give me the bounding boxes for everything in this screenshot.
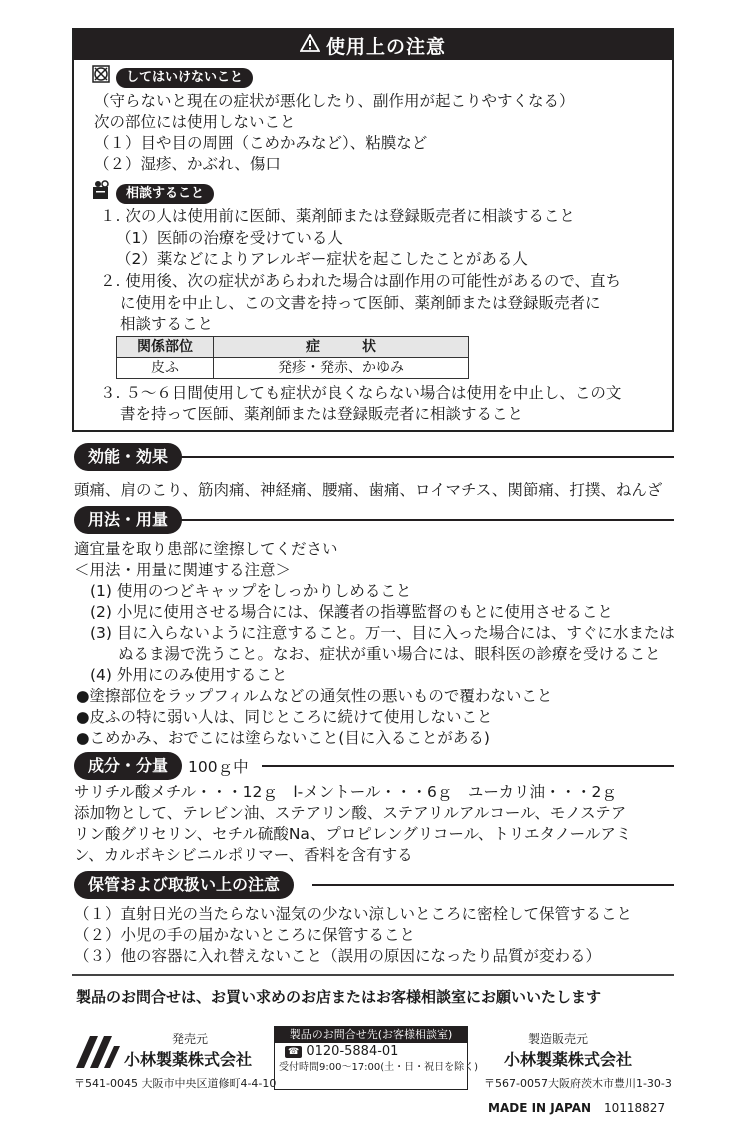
table-row [117,358,469,379]
usage-heading [74,506,182,534]
ingredients-per: 100ｇ中 [188,758,249,776]
usage-line: (3) 目に入らないように注意すること。万一、目に入った場合には、すぐに水または [90,624,675,642]
table-cell: 発疹・発赤、かゆみ [214,358,469,379]
usage-line: (2) 小児に使用させる場合には、保護者の指導監督のもとに使用させること [90,603,613,621]
contact-box [274,1026,479,1090]
company-logo [74,1034,122,1074]
table-header-cell: 関係部位 [117,337,214,358]
storage-line: （３）他の容器に入れ替えないこと（誤用の原因になったり品質が変わる） [74,947,602,965]
ingredients-line: 添加物として、テレビン油、ステアリン酸、ステアリルアルコール、モノステア [74,804,627,822]
divider [262,765,674,767]
maker-address: 〒567-0057大阪府茨木市豊川1-30-3 [484,1077,672,1090]
usage-line: ●こめかみ、おでこには塗らないこと(目に入ることがある) [76,729,490,747]
usage-line: (1) 使用のつどキャップをしっかりしめること [90,582,412,600]
seller-address: 〒541-0045 大阪市中央区道修町4-4-10 [74,1077,277,1090]
maker-label: 製造販売元 [528,1032,589,1046]
ingredients-heading [74,752,249,780]
usage-line: 適宜量を取り患部に塗擦してください [74,540,338,558]
usage-line: ●塗擦部位をラップフィルムなどの通気性の悪いもので覆わないこと [76,687,553,705]
storage-line: （２）小児の手の届かないところに保管すること [74,926,416,944]
divider [170,519,674,521]
prohibited-icon [92,65,110,88]
storage-title: 保管および取扱い上の注意 [74,871,294,899]
usage-line: ●皮ふの特に弱い人は、同じところに続けて使用しないこと [76,708,493,726]
consult-line: 相談すること [120,315,214,333]
usage-line: (4) 外用にのみ使用すること [90,666,288,684]
table-cell: 皮ふ [117,358,214,379]
storage-heading [74,871,294,899]
seller-name: 小林製薬株式会社 [124,1050,253,1069]
consult-line: （2）薬などによりアレルギー症状を起こしたことがある人 [116,250,528,268]
inquiry-note: 製品のお問合せは、お買い求めのお店またはお客様相談室にお願いいたします [76,988,602,1006]
consult-line: に使用を中止し、この文書を持って医師、薬剤師または登録販売者に [120,294,601,312]
made-in: MADE IN JAPAN [488,1101,592,1115]
dont-line: （守らないと現在の症状が悪化したり、副作用が起こりやすくなる） [94,92,575,110]
contact-title: 製品のお問合せ先(お客様相談室) [275,1027,467,1043]
efficacy-title: 効能・効果 [74,443,182,471]
divider [170,456,674,458]
caution-title: 使用上の注意 [325,35,446,58]
caution-header [74,30,672,60]
ingredients-line: ン、カルボキシビニルポリマー、香料を含有する [74,846,413,864]
divider [72,974,674,976]
consult-line: １. 次の人は使用前に医師、薬剤師または登録販売者に相談すること [100,207,575,225]
dont-line: （１）目や目の周囲（こめかみなど）、粘膜など [94,134,428,152]
divider [312,884,674,886]
ingredients-title: 成分・分量 [74,752,182,780]
table-header-row [117,337,469,358]
free-dial-icon: ☎ [285,1046,302,1058]
seller-label: 発売元 [172,1032,209,1046]
dont-label: してはいけないこと [116,68,253,88]
consult-line: 書を持って医師、薬剤師または登録販売者に相談すること [120,405,524,423]
usage-title: 用法・用量 [74,506,182,534]
dont-line: 次の部位には使用しないこと [94,113,296,131]
usage-line: ＜用法・用量に関連する注意＞ [74,561,292,579]
product-code: 10118827 [604,1101,666,1115]
maker-name: 小林製薬株式会社 [504,1050,633,1069]
side-effect-table [116,336,469,379]
dont-heading [92,65,253,88]
consult-heading [92,180,214,205]
contact-hours: 受付時間9:00～17:00(土・日・祝日を除く) [279,1062,479,1073]
storage-line: （１）直射日光の当たらない湿気の少ない涼しいところに密栓して保管すること [74,905,633,923]
dont-line: （２）湿疹、かぶれ、傷口 [94,155,281,173]
consult-line: （1）医師の治療を受けている人 [116,229,343,247]
efficacy-heading [74,443,182,471]
consult-icon [92,180,110,205]
efficacy-text: 頭痛、肩のこり、筋肉痛、神経痛、腰痛、歯痛、ロイマチス、関節痛、打撲、ねんざ [74,481,663,499]
consult-line: ２. 使用後、次の症状があらわれた場合は副作用の可能性があるので、直ち [100,272,622,290]
warning-icon [300,34,320,57]
contact-phone-row [275,1043,467,1061]
consult-label: 相談すること [116,184,214,204]
consult-line: ３. ５～６日間使用しても症状が良くならない場合は使用を中止し、この文 [100,384,622,402]
table-header-cell: 症 状 [214,337,469,358]
usage-line: ぬるま湯で洗うこと。なお、症状が重い場合には、眼科医の診療を受けること [118,645,661,663]
ingredients-line: サリチル酸メチル・・・12ｇ l-メントール・・・6ｇ ユーカリ油・・・2ｇ [74,783,617,801]
ingredients-line: リン酸グリセリン、セチル硫酸Na、プロピレングリコール、トリエタノールアミ [74,825,632,843]
contact-phone: 0120-5884-01 [306,1044,399,1059]
